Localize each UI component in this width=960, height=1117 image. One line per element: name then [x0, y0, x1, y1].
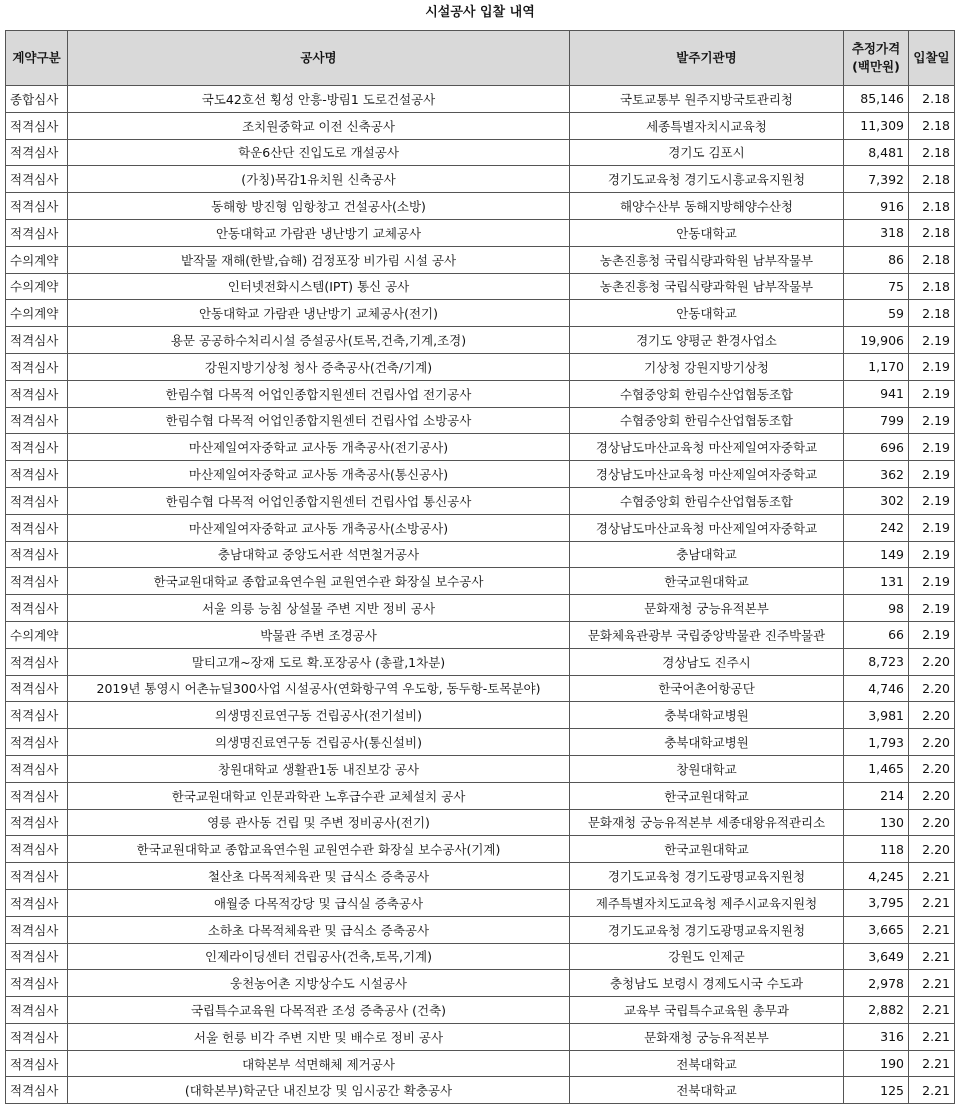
cell-estimated-price: 11,309: [844, 112, 909, 139]
cell-estimated-price: 130: [844, 809, 909, 836]
cell-ordering-agency: 수협중앙회 한림수산업협동조합: [570, 407, 844, 434]
cell-bid-date: 2.18: [909, 193, 955, 220]
cell-contract-type: 적격심사: [6, 407, 68, 434]
cell-bid-date: 2.19: [909, 327, 955, 354]
table-row: [6, 970, 955, 997]
cell-bid-date: 2.21: [909, 863, 955, 890]
cell-bid-date: 2.18: [909, 139, 955, 166]
cell-bid-date: 2.18: [909, 86, 955, 113]
cell-bid-date: 2.20: [909, 729, 955, 756]
cell-contract-type: 적격심사: [6, 1077, 68, 1104]
cell-estimated-price: 1,465: [844, 755, 909, 782]
cell-estimated-price: 125: [844, 1077, 909, 1104]
cell-ordering-agency: 세종특별자치시교육청: [570, 112, 844, 139]
cell-bid-date: 2.18: [909, 166, 955, 193]
table-row: [6, 193, 955, 220]
header-bid-date: 입찰일: [909, 31, 955, 86]
cell-contract-type: 적격심사: [6, 782, 68, 809]
cell-project-name: 박물관 주변 조경공사: [68, 621, 570, 648]
cell-contract-type: 적격심사: [6, 166, 68, 193]
table-row: [6, 139, 955, 166]
cell-ordering-agency: 경기도 양평군 환경사업소: [570, 327, 844, 354]
cell-contract-type: 적격심사: [6, 139, 68, 166]
cell-estimated-price: 4,746: [844, 675, 909, 702]
cell-ordering-agency: 충북대학교병원: [570, 702, 844, 729]
cell-ordering-agency: 수협중앙회 한림수산업협동조합: [570, 487, 844, 514]
cell-contract-type: 수의계약: [6, 300, 68, 327]
header-price-line1: 추정가격: [851, 41, 901, 56]
cell-ordering-agency: 제주특별자치도교육청 제주시교육지원청: [570, 889, 844, 916]
cell-contract-type: 적격심사: [6, 1050, 68, 1077]
cell-estimated-price: 302: [844, 487, 909, 514]
cell-contract-type: 적격심사: [6, 380, 68, 407]
cell-ordering-agency: 충북대학교병원: [570, 729, 844, 756]
cell-project-name: 말티고개~장재 도로 확.포장공사 (총괄,1차분): [68, 648, 570, 675]
cell-contract-type: 적격심사: [6, 836, 68, 863]
cell-estimated-price: 4,245: [844, 863, 909, 890]
table-row: [6, 461, 955, 488]
cell-ordering-agency: 수협중앙회 한림수산업협동조합: [570, 380, 844, 407]
cell-project-name: 밭작물 재해(한발,습해) 검정포장 비가림 시설 공사: [68, 246, 570, 273]
cell-estimated-price: 1,793: [844, 729, 909, 756]
table-row: [6, 434, 955, 461]
cell-ordering-agency: 창원대학교: [570, 755, 844, 782]
cell-contract-type: 적격심사: [6, 514, 68, 541]
cell-contract-type: 수의계약: [6, 621, 68, 648]
cell-estimated-price: 75: [844, 273, 909, 300]
cell-project-name: 조치원중학교 이전 신축공사: [68, 112, 570, 139]
cell-project-name: 2019년 통영시 어촌뉴딜300사업 시설공사(연화항구역 우도항, 동두항-토목분야): [68, 675, 570, 702]
cell-estimated-price: 190: [844, 1050, 909, 1077]
cell-contract-type: 적격심사: [6, 916, 68, 943]
cell-ordering-agency: 경기도교육청 경기도광명교육지원청: [570, 916, 844, 943]
header-contract-type: 계약구분: [6, 31, 68, 86]
cell-bid-date: 2.19: [909, 621, 955, 648]
cell-bid-date: 2.20: [909, 648, 955, 675]
cell-estimated-price: 66: [844, 621, 909, 648]
cell-contract-type: 적격심사: [6, 434, 68, 461]
table-row: [6, 916, 955, 943]
cell-bid-date: 2.18: [909, 219, 955, 246]
cell-estimated-price: 941: [844, 380, 909, 407]
cell-ordering-agency: 문화재청 궁능유적본부: [570, 1023, 844, 1050]
cell-project-name: 동해항 방진형 임항창고 건설공사(소방): [68, 193, 570, 220]
cell-project-name: 강원지방기상청 청사 증축공사(건축/기계): [68, 353, 570, 380]
cell-bid-date: 2.18: [909, 112, 955, 139]
cell-estimated-price: 19,906: [844, 327, 909, 354]
table-row: [6, 997, 955, 1024]
cell-contract-type: 적격심사: [6, 863, 68, 890]
cell-project-name: 마산제일여자중학교 교사동 개축공사(전기공사): [68, 434, 570, 461]
cell-estimated-price: 86: [844, 246, 909, 273]
cell-bid-date: 2.20: [909, 836, 955, 863]
cell-contract-type: 적격심사: [6, 702, 68, 729]
cell-contract-type: 적격심사: [6, 461, 68, 488]
cell-project-name: 애월중 다목적강당 및 급식실 증축공사: [68, 889, 570, 916]
cell-project-name: 국도42호선 횡성 안흥-방림1 도로건설공사: [68, 86, 570, 113]
table-row: [6, 621, 955, 648]
table-row: [6, 407, 955, 434]
cell-estimated-price: 98: [844, 595, 909, 622]
cell-contract-type: 적격심사: [6, 970, 68, 997]
table-row: [6, 595, 955, 622]
cell-bid-date: 2.21: [909, 1077, 955, 1104]
cell-estimated-price: 2,882: [844, 997, 909, 1024]
cell-estimated-price: 118: [844, 836, 909, 863]
table-row: [6, 648, 955, 675]
cell-bid-date: 2.20: [909, 809, 955, 836]
cell-ordering-agency: 안동대학교: [570, 300, 844, 327]
cell-ordering-agency: 한국교원대학교: [570, 782, 844, 809]
cell-contract-type: 적격심사: [6, 1023, 68, 1050]
cell-estimated-price: 916: [844, 193, 909, 220]
cell-bid-date: 2.21: [909, 970, 955, 997]
table-row: [6, 353, 955, 380]
cell-estimated-price: 7,392: [844, 166, 909, 193]
table-row: [6, 112, 955, 139]
cell-ordering-agency: 강원도 인제군: [570, 943, 844, 970]
cell-estimated-price: 799: [844, 407, 909, 434]
cell-estimated-price: 149: [844, 541, 909, 568]
cell-ordering-agency: 경상남도마산교육청 마산제일여자중학교: [570, 514, 844, 541]
cell-bid-date: 2.20: [909, 675, 955, 702]
cell-ordering-agency: 문화체육관광부 국립중앙박물관 진주박물관: [570, 621, 844, 648]
cell-project-name: 인터넷전화시스템(IPT) 통신 공사: [68, 273, 570, 300]
cell-estimated-price: 362: [844, 461, 909, 488]
cell-project-name: 안동대학교 가람관 냉난방기 교체공사(전기): [68, 300, 570, 327]
cell-estimated-price: 3,665: [844, 916, 909, 943]
table-row: [6, 889, 955, 916]
cell-contract-type: 적격심사: [6, 809, 68, 836]
table-row: [6, 300, 955, 327]
cell-bid-date: 2.21: [909, 916, 955, 943]
cell-bid-date: 2.18: [909, 300, 955, 327]
cell-bid-date: 2.20: [909, 702, 955, 729]
cell-project-name: 대학본부 석면해체 제거공사: [68, 1050, 570, 1077]
cell-contract-type: 적격심사: [6, 755, 68, 782]
cell-project-name: 마산제일여자중학교 교사동 개축공사(소방공사): [68, 514, 570, 541]
table-row: [6, 729, 955, 756]
cell-ordering-agency: 문화재청 궁능유적본부 세종대왕유적관리소: [570, 809, 844, 836]
cell-ordering-agency: 한국어촌어항공단: [570, 675, 844, 702]
cell-ordering-agency: 경상남도 진주시: [570, 648, 844, 675]
cell-ordering-agency: 경기도교육청 경기도광명교육지원청: [570, 863, 844, 890]
table-row: [6, 541, 955, 568]
cell-ordering-agency: 전북대학교: [570, 1050, 844, 1077]
cell-contract-type: 적격심사: [6, 193, 68, 220]
cell-contract-type: 적격심사: [6, 675, 68, 702]
cell-contract-type: 적격심사: [6, 487, 68, 514]
cell-ordering-agency: 농촌진흥청 국립식량과학원 남부작물부: [570, 246, 844, 273]
cell-bid-date: 2.19: [909, 595, 955, 622]
cell-ordering-agency: 경기도교육청 경기도시흥교육지원청: [570, 166, 844, 193]
cell-project-name: 한국교원대학교 종합교육연수원 교원연수관 화장실 보수공사: [68, 568, 570, 595]
table-row: [6, 755, 955, 782]
table-row: [6, 1050, 955, 1077]
cell-project-name: 한림수협 다목적 어업인종합지원센터 건립사업 소방공사: [68, 407, 570, 434]
cell-ordering-agency: 충남대학교: [570, 541, 844, 568]
cell-estimated-price: 242: [844, 514, 909, 541]
cell-estimated-price: 85,146: [844, 86, 909, 113]
cell-contract-type: 종합심사: [6, 86, 68, 113]
table-row: [6, 836, 955, 863]
page-title: 시설공사 입찰 내역: [425, 5, 535, 20]
cell-ordering-agency: 교육부 국립특수교육원 총무과: [570, 997, 844, 1024]
cell-ordering-agency: 문화재청 궁능유적본부: [570, 595, 844, 622]
table-row: [6, 1077, 955, 1104]
cell-project-name: 서울 의릉 능침 상설물 주변 지반 정비 공사: [68, 595, 570, 622]
cell-estimated-price: 214: [844, 782, 909, 809]
cell-project-name: 충남대학교 중앙도서관 석면철거공사: [68, 541, 570, 568]
cell-ordering-agency: 안동대학교: [570, 219, 844, 246]
cell-project-name: 한림수협 다목적 어업인종합지원센터 건립사업 통신공사: [68, 487, 570, 514]
cell-bid-date: 2.18: [909, 273, 955, 300]
cell-estimated-price: 318: [844, 219, 909, 246]
cell-project-name: 웅천농어촌 지방상수도 시설공사: [68, 970, 570, 997]
cell-project-name: (가칭)목감1유치원 신축공사: [68, 166, 570, 193]
cell-bid-date: 2.19: [909, 487, 955, 514]
bid-table: [5, 30, 955, 1104]
table-row: [6, 863, 955, 890]
cell-bid-date: 2.19: [909, 514, 955, 541]
cell-estimated-price: 59: [844, 300, 909, 327]
cell-bid-date: 2.19: [909, 353, 955, 380]
cell-contract-type: 적격심사: [6, 943, 68, 970]
header-estimated-price: [844, 31, 909, 86]
header-price-line2: (백만원): [852, 59, 900, 74]
table-row: [6, 86, 955, 113]
table-row: [6, 273, 955, 300]
cell-ordering-agency: 기상청 강원지방기상청: [570, 353, 844, 380]
cell-project-name: 서울 헌릉 비각 주변 지반 및 배수로 정비 공사: [68, 1023, 570, 1050]
cell-contract-type: 적격심사: [6, 541, 68, 568]
table-row: [6, 380, 955, 407]
cell-ordering-agency: 경상남도마산교육청 마산제일여자중학교: [570, 461, 844, 488]
cell-project-name: 철산초 다목적체육관 및 급식소 증축공사: [68, 863, 570, 890]
cell-contract-type: 수의계약: [6, 273, 68, 300]
table-row: [6, 702, 955, 729]
cell-project-name: 의생명진료연구동 건립공사(통신설비): [68, 729, 570, 756]
header-project-name: 공사명: [68, 31, 570, 86]
cell-estimated-price: 8,481: [844, 139, 909, 166]
cell-bid-date: 2.21: [909, 889, 955, 916]
cell-ordering-agency: 경상남도마산교육청 마산제일여자중학교: [570, 434, 844, 461]
cell-bid-date: 2.19: [909, 434, 955, 461]
cell-estimated-price: 3,649: [844, 943, 909, 970]
table-row: [6, 782, 955, 809]
cell-project-name: 안동대학교 가람관 냉난방기 교체공사: [68, 219, 570, 246]
cell-contract-type: 적격심사: [6, 889, 68, 916]
cell-ordering-agency: 전북대학교: [570, 1077, 844, 1104]
table-row: [6, 514, 955, 541]
cell-estimated-price: 316: [844, 1023, 909, 1050]
cell-contract-type: 적격심사: [6, 327, 68, 354]
cell-estimated-price: 696: [844, 434, 909, 461]
cell-bid-date: 2.21: [909, 1050, 955, 1077]
cell-bid-date: 2.19: [909, 461, 955, 488]
table-row: [6, 1023, 955, 1050]
table-row: [6, 219, 955, 246]
cell-bid-date: 2.20: [909, 782, 955, 809]
table-row: [6, 246, 955, 273]
cell-contract-type: 적격심사: [6, 729, 68, 756]
table-row: [6, 487, 955, 514]
cell-ordering-agency: 충청남도 보령시 경제도시국 수도과: [570, 970, 844, 997]
cell-project-name: 마산제일여자중학교 교사동 개축공사(통신공사): [68, 461, 570, 488]
cell-contract-type: 적격심사: [6, 595, 68, 622]
cell-project-name: 인제라이딩센터 건립공사(건축,토목,기계): [68, 943, 570, 970]
cell-project-name: 영릉 관사동 건립 및 주변 정비공사(전기): [68, 809, 570, 836]
cell-ordering-agency: 한국교원대학교: [570, 568, 844, 595]
cell-bid-date: 2.19: [909, 380, 955, 407]
cell-contract-type: 적격심사: [6, 112, 68, 139]
cell-contract-type: 적격심사: [6, 997, 68, 1024]
table-row: [6, 809, 955, 836]
cell-contract-type: 적격심사: [6, 568, 68, 595]
cell-contract-type: 수의계약: [6, 246, 68, 273]
cell-bid-date: 2.21: [909, 997, 955, 1024]
cell-project-name: 용문 공공하수처리시설 증설공사(토목,건축,기계,조경): [68, 327, 570, 354]
cell-contract-type: 적격심사: [6, 353, 68, 380]
cell-bid-date: 2.20: [909, 755, 955, 782]
cell-bid-date: 2.19: [909, 407, 955, 434]
cell-bid-date: 2.21: [909, 943, 955, 970]
cell-project-name: (대학본부)학군단 내진보강 및 임시공간 확충공사: [68, 1077, 570, 1104]
cell-contract-type: 적격심사: [6, 648, 68, 675]
cell-ordering-agency: 농촌진흥청 국립식량과학원 남부작물부: [570, 273, 844, 300]
cell-project-name: 국립특수교육원 다목적관 조성 증축공사 (건축): [68, 997, 570, 1024]
cell-bid-date: 2.18: [909, 246, 955, 273]
table-row: [6, 166, 955, 193]
cell-project-name: 창원대학교 생활관1동 내진보강 공사: [68, 755, 570, 782]
cell-estimated-price: 3,795: [844, 889, 909, 916]
cell-project-name: 학운6산단 진입도로 개설공사: [68, 139, 570, 166]
cell-project-name: 의생명진료연구동 건립공사(전기설비): [68, 702, 570, 729]
table-row: [6, 568, 955, 595]
cell-project-name: 한국교원대학교 종합교육연수원 교원연수관 화장실 보수공사(기계): [68, 836, 570, 863]
cell-estimated-price: 8,723: [844, 648, 909, 675]
cell-ordering-agency: 해양수산부 동해지방해양수산청: [570, 193, 844, 220]
table-row: [6, 327, 955, 354]
cell-bid-date: 2.19: [909, 568, 955, 595]
cell-ordering-agency: 경기도 김포시: [570, 139, 844, 166]
cell-estimated-price: 3,981: [844, 702, 909, 729]
cell-estimated-price: 2,978: [844, 970, 909, 997]
cell-contract-type: 적격심사: [6, 219, 68, 246]
cell-bid-date: 2.19: [909, 541, 955, 568]
cell-project-name: 한국교원대학교 인문과학관 노후급수관 교체설치 공사: [68, 782, 570, 809]
table-row: [6, 943, 955, 970]
cell-project-name: 한림수협 다목적 어업인종합지원센터 건립사업 전기공사: [68, 380, 570, 407]
cell-estimated-price: 131: [844, 568, 909, 595]
table-header-row: [6, 31, 955, 86]
table-row: [6, 675, 955, 702]
cell-bid-date: 2.21: [909, 1023, 955, 1050]
cell-ordering-agency: 한국교원대학교: [570, 836, 844, 863]
cell-estimated-price: 1,170: [844, 353, 909, 380]
header-ordering-agency: 발주기관명: [570, 31, 844, 86]
cell-ordering-agency: 국토교통부 원주지방국토관리청: [570, 86, 844, 113]
cell-project-name: 소하초 다목적체육관 및 급식소 증축공사: [68, 916, 570, 943]
